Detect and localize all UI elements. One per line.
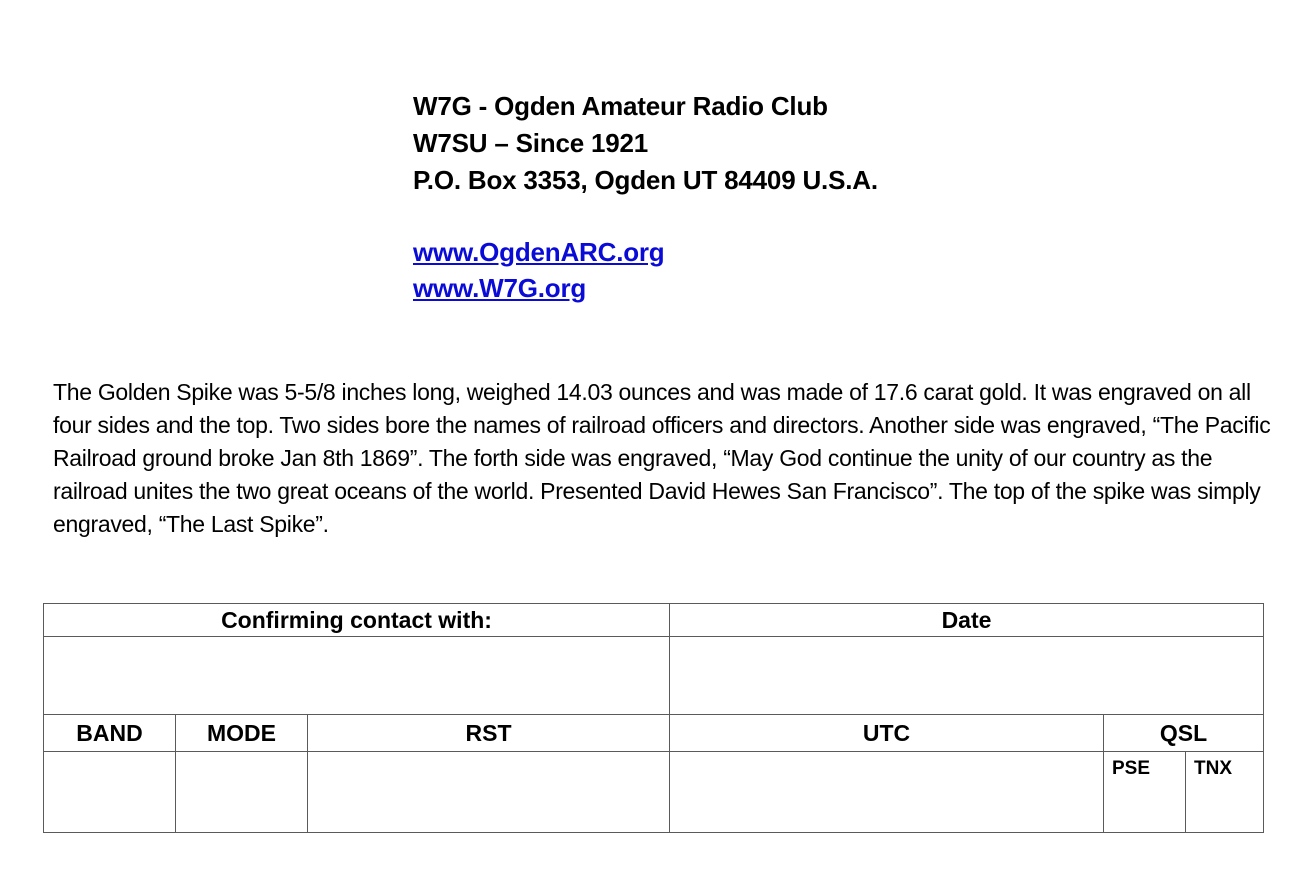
golden-spike-description: The Golden Spike was 5-5/8 inches long, weighed 14.03 ounces and was made of 17.6 carat gold. It was engraved on all four sides and the top. Two sides bore the names of railroad officers and directors. Another side was engraved, “The Pacific Railroad ground broke Jan 8th 1869”. The forth side was engraved, “May God continue the unity of our country as the railroad unites the two great oceans of the world. Presented David Hewes San Francisco”. The top of the spike was simply engraved, “The Last Spike”. bbox=[53, 379, 1271, 537]
utc-field[interactable] bbox=[670, 752, 1104, 833]
table-row bbox=[44, 637, 1264, 715]
table-row bbox=[44, 604, 1264, 637]
club-callsign: W7SU – Since 1921 bbox=[413, 128, 649, 158]
qsl-confirmation-table bbox=[43, 603, 1264, 833]
band-header: BAND bbox=[44, 715, 176, 752]
qsl-tnx-field[interactable]: TNX bbox=[1186, 752, 1264, 833]
mode-field[interactable] bbox=[176, 752, 308, 833]
table-row bbox=[44, 752, 1264, 833]
confirming-contact-header: Confirming contact with: bbox=[44, 604, 670, 637]
contact-callsign-field[interactable] bbox=[44, 637, 670, 715]
qsl-header: QSL bbox=[1104, 715, 1264, 752]
club-name: W7G - Ogden Amateur Radio Club bbox=[413, 91, 828, 121]
club-header bbox=[413, 88, 1213, 306]
club-links bbox=[413, 234, 1213, 306]
club-address: P.O. Box 3353, Ogden UT 84409 U.S.A. bbox=[413, 165, 878, 195]
w7g-link[interactable]: www.W7G.org bbox=[413, 273, 587, 303]
rst-header: RST bbox=[308, 715, 670, 752]
qsl-pse-field[interactable]: PSE bbox=[1104, 752, 1186, 833]
utc-header: UTC bbox=[670, 715, 1104, 752]
rst-field[interactable] bbox=[308, 752, 670, 833]
table-row bbox=[44, 715, 1264, 752]
band-field[interactable] bbox=[44, 752, 176, 833]
mode-header: MODE bbox=[176, 715, 308, 752]
date-field[interactable] bbox=[670, 637, 1264, 715]
date-header: Date bbox=[670, 604, 1264, 637]
ogdenarc-link[interactable]: www.OgdenARC.org bbox=[413, 237, 665, 267]
